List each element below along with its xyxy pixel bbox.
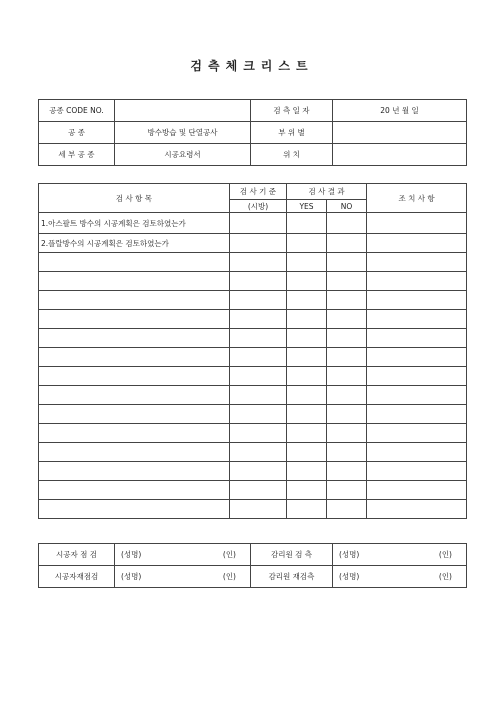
item-cell xyxy=(39,272,230,291)
header-label: 검 측 일 자 xyxy=(251,100,333,122)
item-cell xyxy=(39,329,230,348)
no-cell[interactable] xyxy=(327,348,367,367)
item-cell xyxy=(39,367,230,386)
item-cell xyxy=(39,405,230,424)
signature-table xyxy=(38,543,467,588)
header-value[interactable]: 방수방습 및 단열공사 xyxy=(115,122,251,144)
yes-cell[interactable] xyxy=(287,462,327,481)
yes-cell[interactable] xyxy=(287,253,327,272)
yes-cell[interactable] xyxy=(287,367,327,386)
standard-cell[interactable] xyxy=(230,329,287,348)
checklist-row xyxy=(39,367,467,386)
header-info-table xyxy=(38,99,467,166)
standard-cell[interactable] xyxy=(230,348,287,367)
no-cell[interactable] xyxy=(327,291,367,310)
standard-cell[interactable] xyxy=(230,500,287,519)
checklist-row xyxy=(39,424,467,443)
yes-cell[interactable] xyxy=(287,481,327,500)
action-cell[interactable] xyxy=(367,291,467,310)
yes-cell[interactable] xyxy=(287,234,327,253)
item-cell xyxy=(39,291,230,310)
action-cell[interactable] xyxy=(367,500,467,519)
name-label: (성명) xyxy=(339,550,360,559)
checklist-row xyxy=(39,272,467,291)
col-action-header: 조 치 사 항 xyxy=(367,184,467,213)
header-value[interactable] xyxy=(115,100,251,122)
checklist-row xyxy=(39,213,467,234)
header-label: 공 종 xyxy=(39,122,115,144)
yes-cell[interactable] xyxy=(287,424,327,443)
checklist-row xyxy=(39,329,467,348)
no-cell[interactable] xyxy=(327,424,367,443)
no-cell[interactable] xyxy=(327,329,367,348)
header-value[interactable]: 20 년 월 일 xyxy=(333,100,467,122)
signature-label: 감리원 재검측 xyxy=(251,566,333,588)
yes-cell[interactable] xyxy=(287,500,327,519)
page-title: 검측체크리스트 xyxy=(190,59,314,73)
no-cell[interactable] xyxy=(327,213,367,234)
action-cell[interactable] xyxy=(367,462,467,481)
action-cell[interactable] xyxy=(367,348,467,367)
yes-cell[interactable] xyxy=(287,386,327,405)
standard-cell[interactable] xyxy=(230,367,287,386)
header-row xyxy=(39,144,467,166)
yes-cell[interactable] xyxy=(287,443,327,462)
item-cell xyxy=(39,310,230,329)
action-cell[interactable] xyxy=(367,329,467,348)
col-item-header: 검 사 항 목 xyxy=(39,184,230,213)
no-cell[interactable] xyxy=(327,310,367,329)
no-cell[interactable] xyxy=(327,443,367,462)
header-value[interactable]: 시공요령서 xyxy=(115,144,251,166)
action-cell[interactable] xyxy=(367,213,467,234)
yes-cell[interactable] xyxy=(287,213,327,234)
col-standard-subheader: (시방) xyxy=(230,200,287,213)
checklist-row xyxy=(39,386,467,405)
standard-cell[interactable] xyxy=(230,443,287,462)
header-label: 위 치 xyxy=(251,144,333,166)
signature-label: 시공자 점 검 xyxy=(39,544,115,566)
name-label: (성명) xyxy=(121,550,142,559)
item-cell xyxy=(39,424,230,443)
col-no-header: NO xyxy=(327,200,367,213)
name-label: (성명) xyxy=(339,572,360,581)
no-cell[interactable] xyxy=(327,367,367,386)
signature-label: 감리원 검 측 xyxy=(251,544,333,566)
item-cell xyxy=(39,500,230,519)
no-cell[interactable] xyxy=(327,405,367,424)
header-row xyxy=(39,122,467,144)
checklist-row xyxy=(39,500,467,519)
item-cell xyxy=(39,253,230,272)
action-cell[interactable] xyxy=(367,481,467,500)
item-cell xyxy=(39,386,230,405)
signature-field[interactable] xyxy=(115,566,251,588)
seal-label: (인) xyxy=(438,550,452,559)
action-cell[interactable] xyxy=(367,310,467,329)
action-cell[interactable] xyxy=(367,367,467,386)
seal-label: (인) xyxy=(222,550,236,559)
header-value[interactable] xyxy=(333,122,467,144)
checklist-header-row xyxy=(39,184,467,200)
action-cell[interactable] xyxy=(367,405,467,424)
checklist-row xyxy=(39,462,467,481)
signature-field[interactable] xyxy=(115,544,251,566)
signature-label: 시공자재점검 xyxy=(39,566,115,588)
item-cell xyxy=(39,443,230,462)
no-cell[interactable] xyxy=(327,272,367,291)
seal-label: (인) xyxy=(438,572,452,581)
standard-cell[interactable] xyxy=(230,481,287,500)
standard-cell[interactable] xyxy=(230,310,287,329)
signature-field[interactable] xyxy=(333,544,467,566)
no-cell[interactable] xyxy=(327,462,367,481)
header-label: 공종 CODE NO. xyxy=(39,100,115,122)
yes-cell[interactable] xyxy=(287,405,327,424)
yes-cell[interactable] xyxy=(287,272,327,291)
yes-cell[interactable] xyxy=(287,291,327,310)
item-cell: 2.플랄방수의 시공계획은 검토하였는가 xyxy=(39,234,230,253)
action-cell[interactable] xyxy=(367,272,467,291)
standard-cell[interactable] xyxy=(230,424,287,443)
checklist-row xyxy=(39,253,467,272)
no-cell[interactable] xyxy=(327,253,367,272)
action-cell[interactable] xyxy=(367,424,467,443)
yes-cell[interactable] xyxy=(287,310,327,329)
signature-field[interactable] xyxy=(333,566,467,588)
header-label: 부 위 별 xyxy=(251,122,333,144)
action-cell[interactable] xyxy=(367,386,467,405)
signature-row xyxy=(39,544,467,566)
signature-row xyxy=(39,566,467,588)
col-yes-header: YES xyxy=(287,200,327,213)
action-cell[interactable] xyxy=(367,234,467,253)
col-standard-header: 검 사 기 준 xyxy=(230,184,287,200)
checklist-row xyxy=(39,234,467,253)
seal-label: (인) xyxy=(222,572,236,581)
standard-cell[interactable] xyxy=(230,462,287,481)
header-value[interactable] xyxy=(333,144,467,166)
standard-cell[interactable] xyxy=(230,291,287,310)
checklist-row xyxy=(39,405,467,424)
checklist-row xyxy=(39,291,467,310)
item-cell: 1.아스팔트 방수의 시공계획은 검토하였는가 xyxy=(39,213,230,234)
item-cell xyxy=(39,462,230,481)
no-cell[interactable] xyxy=(327,234,367,253)
header-row xyxy=(39,100,467,122)
name-label: (성명) xyxy=(121,572,142,581)
standard-cell[interactable] xyxy=(230,272,287,291)
item-cell xyxy=(39,481,230,500)
yes-cell[interactable] xyxy=(287,348,327,367)
checklist-row xyxy=(39,481,467,500)
yes-cell[interactable] xyxy=(287,329,327,348)
checklist-table xyxy=(38,183,467,519)
checklist-row xyxy=(39,443,467,462)
no-cell[interactable] xyxy=(327,386,367,405)
no-cell[interactable] xyxy=(327,500,367,519)
no-cell[interactable] xyxy=(327,481,367,500)
item-cell xyxy=(39,348,230,367)
action-cell[interactable] xyxy=(367,443,467,462)
standard-cell[interactable] xyxy=(230,386,287,405)
standard-cell[interactable] xyxy=(230,213,287,234)
col-result-header: 검 사 결 과 xyxy=(287,184,367,200)
standard-cell[interactable] xyxy=(230,253,287,272)
action-cell[interactable] xyxy=(367,253,467,272)
checklist-row xyxy=(39,348,467,367)
checklist-row xyxy=(39,310,467,329)
standard-cell[interactable] xyxy=(230,405,287,424)
header-label: 세 부 공 종 xyxy=(39,144,115,166)
standard-cell[interactable] xyxy=(230,234,287,253)
